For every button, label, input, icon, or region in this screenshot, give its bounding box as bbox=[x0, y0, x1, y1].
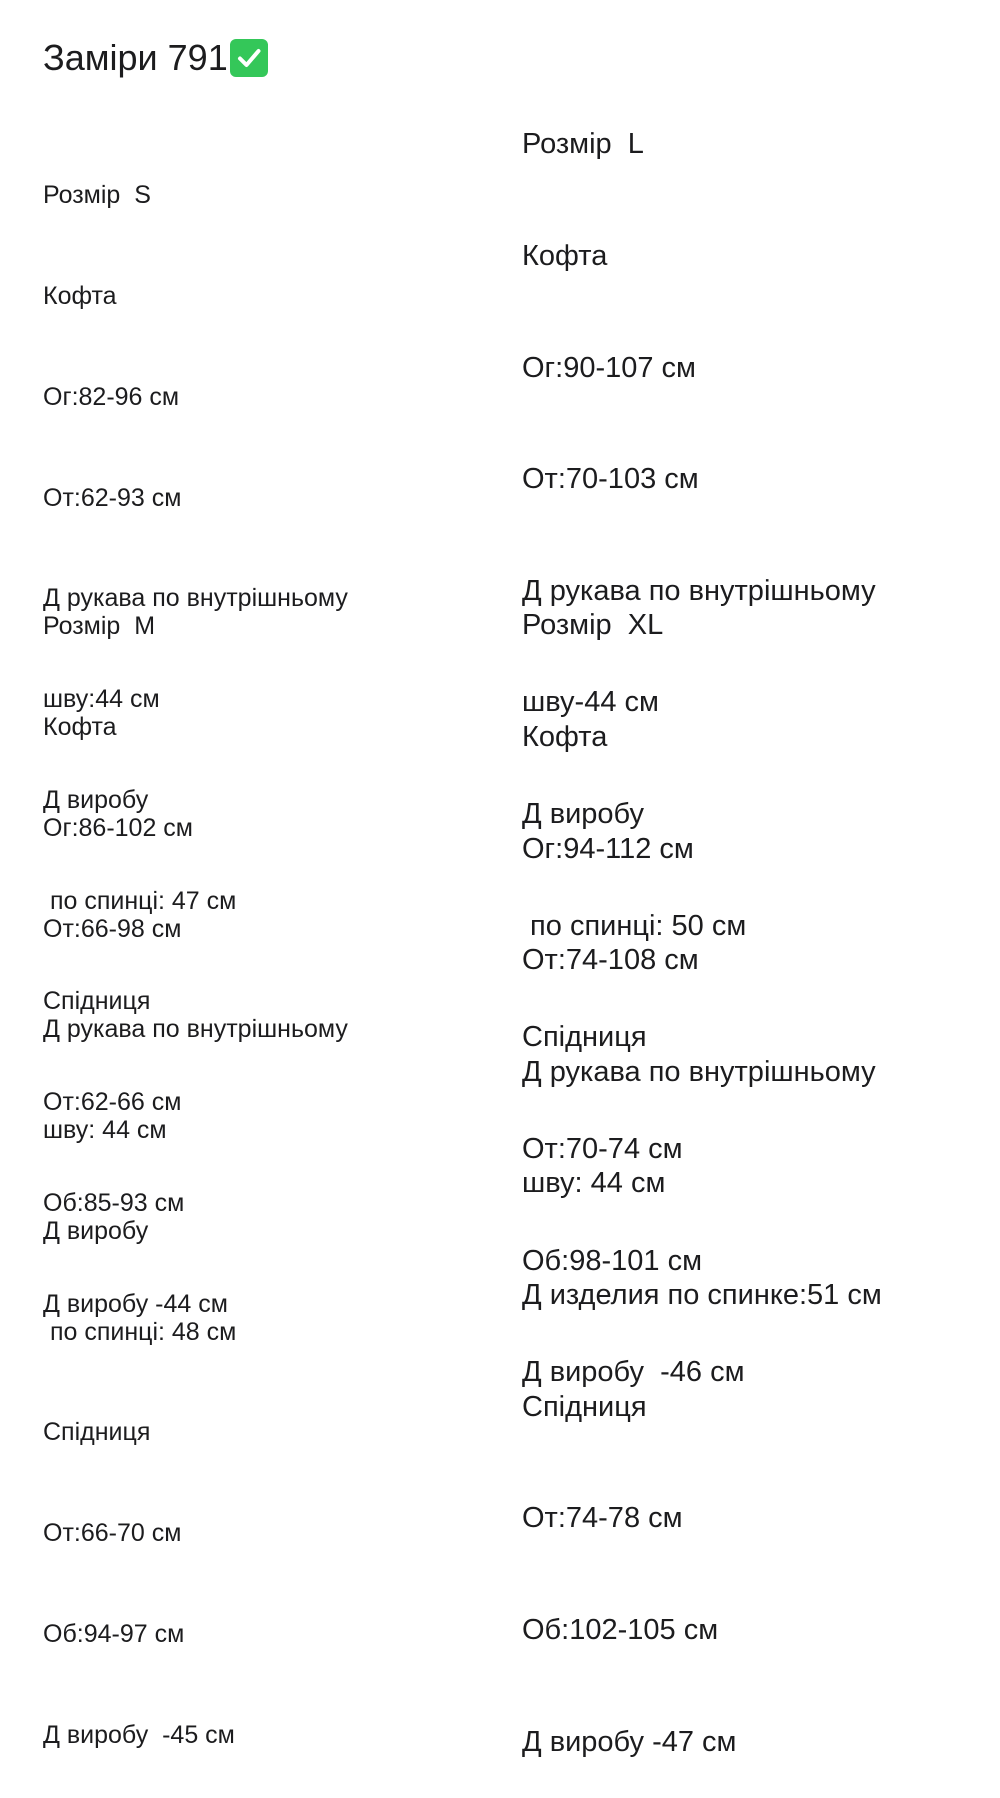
section-heading-skirt: Спідниця bbox=[43, 987, 151, 1016]
measurement-line: шву: 44 см bbox=[43, 1116, 167, 1145]
measurement-line: Д рукава по внутрішньому bbox=[522, 1055, 876, 1088]
measurement-line: Д виробу -47 см bbox=[522, 1725, 737, 1758]
measurement-line: От:66-70 см bbox=[43, 1519, 182, 1548]
measurement-line: шву-44 см bbox=[522, 686, 659, 719]
measurement-line: по спинці: 47 см bbox=[43, 886, 237, 915]
measurement-line: Об:98-101 см bbox=[522, 1244, 703, 1277]
measurement-line: Д рукава по внутрішньому bbox=[43, 584, 348, 613]
title-text: Заміри 791 bbox=[43, 37, 228, 78]
size-heading: Розмір S bbox=[43, 181, 151, 210]
measurement-line: От:74-108 см bbox=[522, 944, 699, 977]
measurement-line: Д виробу bbox=[43, 1216, 149, 1245]
measurement-line: Д виробу bbox=[43, 785, 149, 814]
measurement-line: Об:94-97 см bbox=[43, 1620, 185, 1648]
section-heading-skirt: Спідниця bbox=[43, 1418, 151, 1447]
measurement-line: От:62-93 см bbox=[43, 483, 182, 512]
section-heading-top: Кофта bbox=[43, 281, 117, 310]
measurement-line: Ог:90-107 см bbox=[522, 351, 696, 384]
size-xl-block bbox=[522, 533, 882, 1798]
measurement-line: по спинці: 48 см bbox=[43, 1317, 237, 1346]
measurement-line: Д рукава по внутрішньому bbox=[43, 1015, 348, 1044]
section-heading-skirt: Спідниця bbox=[522, 1390, 647, 1423]
measurement-line: От:70-103 см bbox=[522, 463, 699, 496]
section-heading-skirt: Спідниця bbox=[522, 1021, 647, 1054]
measurement-line: От:66-98 см bbox=[43, 914, 182, 943]
measurement-line: по спинці: 50 см bbox=[522, 909, 747, 942]
measurement-line: Д рукава по внутрішньому bbox=[522, 574, 876, 607]
section-heading-top: Кофта bbox=[43, 712, 117, 741]
measurement-line: Д изделия по спинке:51 см bbox=[522, 1279, 882, 1312]
size-heading: Розмір M bbox=[43, 612, 156, 641]
measurement-line: Об:102-105 см bbox=[522, 1613, 719, 1646]
measurement-line: Д виробу -45 см bbox=[43, 1720, 235, 1749]
measurement-line: От:74-78 см bbox=[522, 1502, 683, 1535]
measurement-line: Об:85-93 см bbox=[43, 1189, 185, 1217]
section-heading-top: Кофта bbox=[522, 240, 608, 273]
measurement-line: шву:44 см bbox=[43, 685, 160, 714]
measurement-line: От:70-74 см bbox=[522, 1132, 683, 1165]
measurement-line: От:62-66 см bbox=[43, 1088, 182, 1117]
size-heading: Розмір XL bbox=[522, 609, 664, 642]
measurement-line: Д виробу -46 см bbox=[522, 1356, 745, 1389]
measurement-line: шву: 44 см bbox=[522, 1167, 666, 1200]
measurement-line: Ог:86-102 см bbox=[43, 813, 193, 842]
measurement-line: Д виробу bbox=[522, 798, 645, 831]
size-m-block bbox=[43, 543, 348, 1786]
measurement-line: Ог:94-112 см bbox=[522, 832, 694, 865]
measurement-line: Ог:82-96 см bbox=[43, 382, 180, 411]
page-title bbox=[43, 34, 268, 82]
size-heading: Розмір L bbox=[522, 128, 644, 161]
measurement-line: Д виробу -44 см bbox=[43, 1289, 228, 1318]
section-heading-top: Кофта bbox=[522, 721, 608, 754]
check-mark-icon bbox=[230, 39, 268, 77]
